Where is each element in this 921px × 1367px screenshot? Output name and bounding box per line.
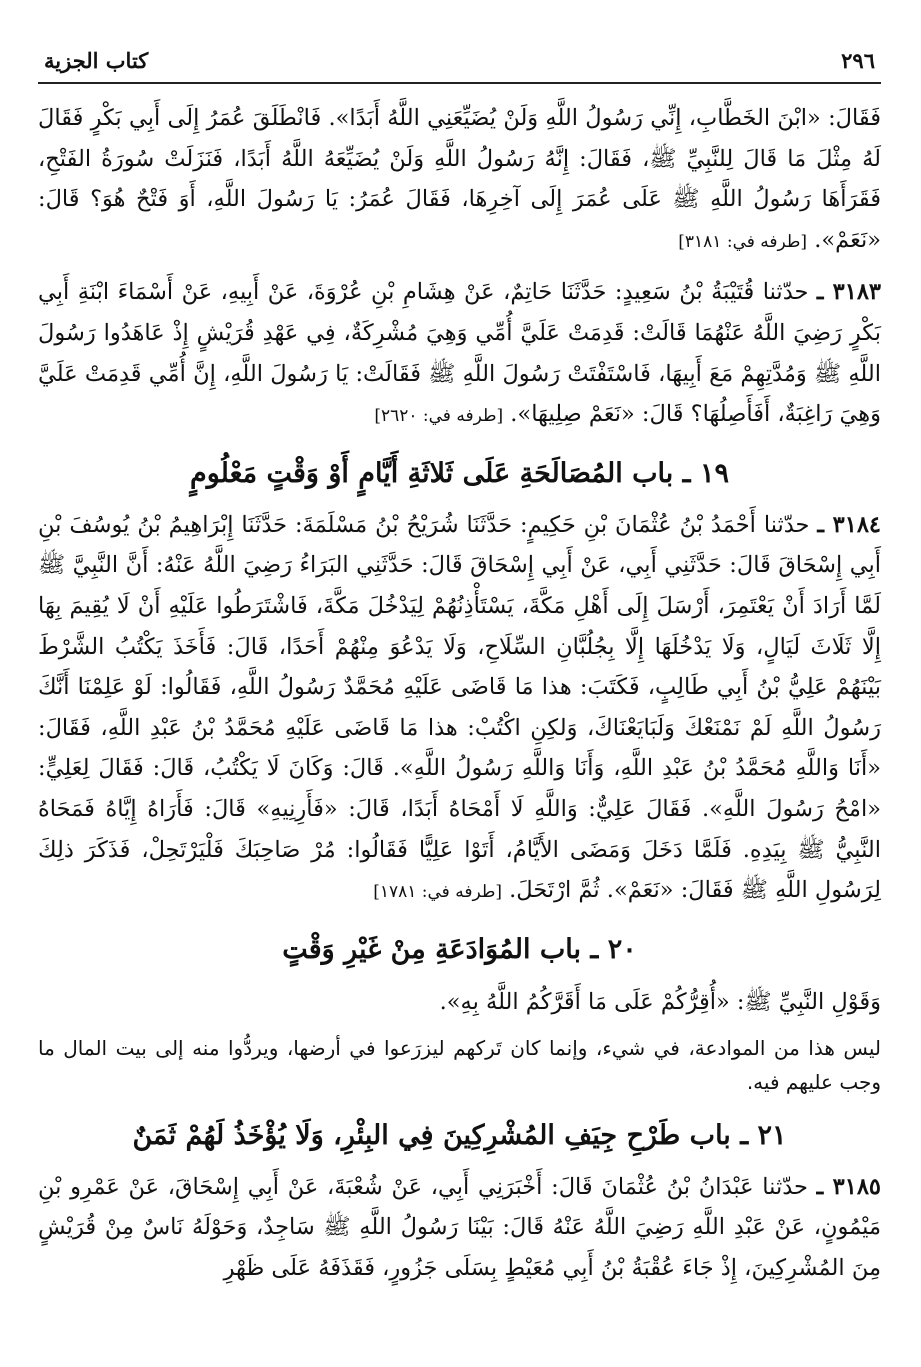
- paragraph-text: فَقَالَ: «ابْنَ الخَطَّابِ، إِنِّي رَسُولُ اللَّهِ وَلَنْ يُضَيِّعَنِي اللَّهُ أَبَدًا». فَانْطَلَقَ عُمَرُ إِلَى أَبِي بَكْرٍ فَقَالَ لَهُ مِثْلَ مَا قَالَ لِلنَّبِيِّ ﷺ، فَقَالَ: إِنَّهُ رَسُولُ اللَّهِ وَلَنْ يُضَيِّعَهُ اللَّهُ أَبَدًا، فَنَزَلَتْ سُورَةُ الفَتْحِ، فَقَرَأَهَا رَسُولُ اللَّهِ ﷺ عَلَى عُمَرَ إِلَى آخِرِهَا، فَقَالَ عُمَرُ: يَا رَسُولَ اللَّهِ، أَوَ فَتْحٌ هُوَ؟ قَالَ: «نَعَمْ».: [38, 105, 881, 253]
- chapter-heading-20: ٢٠ ـ باب المُوَادَعَةِ مِنْ غَيْرِ وَقْتٍ: [282, 933, 637, 965]
- paragraph-text: حدّثنا عَبْدَانُ بْنُ عُثْمَانَ قَالَ: أَخْبَرَنِي أَبِي، عَنْ شُعْبَةَ، عَنْ أَبِي إِسْحَاقَ، عَنْ عَمْرِو بْنِ مَيْمُونٍ، عَنْ عَبْدِ اللَّهِ رَضِيَ اللَّهُ عَنْهُ قَالَ: بَيْنَا رَسُولُ اللَّهِ ﷺ سَاجِدٌ، وَحَوْلَهُ نَاسٌ مِنْ قُرَيْشٍ مِنَ المُشْرِكِينَ، إِذْ جَاءَ عُقْبَةُ بْنُ أَبِي مُعَيْطٍ بِسَلَى جَزُورٍ، فَقَذَفَهُ عَلَى ظَهْرِ: [38, 1173, 881, 1281]
- page-number: ٢٩٦: [841, 48, 875, 73]
- hadith-3185: [38, 1167, 881, 1289]
- page-body: [38, 98, 881, 1288]
- cross-reference: [طرفه في: ١٧٨١]: [373, 882, 502, 903]
- book-title: كتاب الجزية: [44, 48, 149, 73]
- paragraph-text: حدّثنا قُتَيْبَةُ بْنُ سَعِيدٍ: حَدَّثَنَا حَاتِمٌ، عَنْ هِشَامِ بْنِ عُرْوَةَ، عَنْ أَبِيهِ، عَنْ أَسْمَاءَ ابْنَةِ أَبِي بَكْرٍ رَضِيَ اللَّهُ عَنْهُمَا قَالَتْ: قَدِمَتْ عَلَيَّ أُمِّي وَهِيَ مُشْرِكَةٌ، فِي عَهْدِ قُرَيْشٍ إِذْ عَاهَدُوا رَسُولَ اللَّهِ ﷺ وَمُدَّتِهِمْ مَعَ أَبِيهَا، فَاسْتَفْتَتْ رَسُولَ اللَّهِ ﷺ فَقَالَتْ: يَا رَسُولَ اللَّهِ، إِنَّ أُمِّي قَدِمَتْ عَلَيَّ وَهِيَ رَاغِبَةٌ، أَفَأَصِلُهَا؟ قَالَ: «نَعَمْ صِلِيهَا».: [38, 279, 881, 428]
- prophetic-quote: وَقَوْلِ النَّبِيِّ ﷺ: «أُقِرُّكُمْ عَلَى مَا أَقَرَّكُمُ اللَّهُ بِهِ».: [439, 988, 881, 1015]
- chapter-heading-21: ٢١ ـ باب طَرْحِ جِيَفِ المُشْرِكِينَ فِي البِئْرِ، وَلَا يُؤْخَذُ لَهُمْ ثَمَنٌ: [132, 1119, 787, 1151]
- hadith-3182-continuation: [38, 98, 881, 262]
- hadith-number: ٣١٨٥ ـ: [816, 1173, 881, 1200]
- commentary-note: ليس هذا من الموادعة، في شيء، وإنما كان تَركهم ليزرَعوا في أرضها، ويردُّوا منه إلى بيت المال ما وجب عليهم فيه.: [38, 1035, 881, 1094]
- cross-reference: [طرفه في: ٣١٨١]: [678, 231, 808, 252]
- cross-reference: [طرفه في: ٢٦٢٠]: [374, 406, 504, 427]
- paragraph-text: حدّثنا أَحْمَدُ بْنُ عُثْمَانَ بْنِ حَكِيمٍ: حَدَّثَنَا شُرَيْحُ بْنُ مَسْلَمَةَ: حَدَّثَنَا إِبْرَاهِيمُ بْنُ يُوسُفَ بْنِ أَبِي إِسْحَاقَ قَالَ: حَدَّثَنِي أَبِي، عَنْ أَبِي إِسْحَاقَ قَالَ: حَدَّثَنِي البَرَاءُ رَضِيَ اللَّهُ عَنْهُ: أَنَّ النَّبِيَّ ﷺ لَمَّا أَرَادَ أَنْ يَعْتَمِرَ، أَرْسَلَ إِلَى أَهْلِ مَكَّةَ، يَسْتَأْذِنُهُمْ لِيَدْخُلَ مَكَّةَ، فَاشْتَرَطُوا عَلَيْهِ أَنْ لَا يُقِيمَ بِهَا إِلَّا ثَلَاثَ لَيَالٍ، وَلَا يَدْخُلَهَا إِلَّا بِجُلُبَّانِ السِّلَاحِ، وَلَا يَدْعُوَ مِنْهُمْ أَحَدًا، قَالَ: فَأَخَذَ يَكْتُبُ الشَّرْطَ بَيْنَهُمْ عَلِيُّ بْنُ أَبِي طَالِبٍ، فَكَتَبَ: هذا مَا قَاضَى عَلَيْهِ مُحَمَّدٌ رَسُولُ اللَّهِ، فَقَالُوا: لَوْ عَلِمْنَا أَنَّكَ رَسُولُ اللَّهِ لَمْ نَمْنَعْكَ وَلَبَايَعْنَاكَ، وَلكِنِ اكْتُبْ: هذا مَا قَاضَى عَلَيْهِ مُحَمَّدُ بْنُ عَبْدِ اللَّهِ، فَقَالَ: «أَنَا وَاللَّهِ مُحَمَّدُ بْنُ عَبْدِ اللَّهِ، وَأَنَا وَاللَّهِ رَسُولُ اللَّهِ». قَالَ: وَكَانَ لَا يَكْتُبُ، قَالَ: فَقَالَ لِعَلِيٍّ: «امْحُ رَسُولَ اللَّهِ». فَقَالَ عَلِيٌّ: وَاللَّهِ لَا أَمْحَاهُ أَبَدًا، قَالَ: «فَأَرِنِيهِ» قَالَ: فَأَرَاهُ إِيَّاهُ فَمَحَاهُ النَّبِيُّ ﷺ بِيَدِهِ. فَلَمَّا دَخَلَ وَمَضَى الأَيَّامُ، أَتَوْا عَلِيًّا فَقَالُوا: مُرْ صَاحِبَكَ فَلْيَرْتَحِلْ، فَذَكَرَ ذلِكَ لِرَسُولِ اللَّهِ ﷺ فَقَالَ: «نَعَمْ». ثُمَّ ارْتَحَلَ.: [38, 511, 881, 904]
- chapter-heading-19: ١٩ ـ باب المُصَالَحَةِ عَلَى ثَلاثَةِ أَيَّامٍ أَوْ وَقْتٍ مَعْلُومٍ: [189, 457, 729, 489]
- hadith-3184: [38, 505, 881, 913]
- hadith-number: ٣١٨٣ ـ: [816, 279, 881, 306]
- hadith-number: ٣١٨٤ ـ: [817, 511, 881, 538]
- running-header: [38, 46, 881, 84]
- hadith-3183: [38, 272, 881, 436]
